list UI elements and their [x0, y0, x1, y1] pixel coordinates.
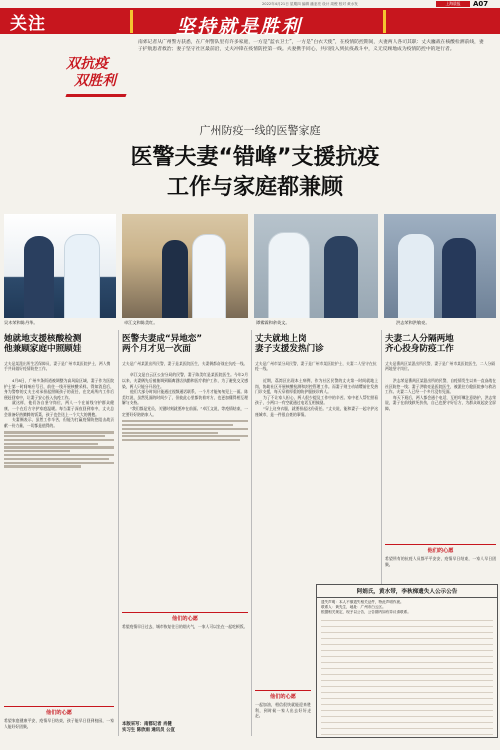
photo-figure-officer	[324, 236, 358, 318]
article-1-para: 夫妻俩表示，虽然工作辛苦，但能为打赢疫情防控阻击战贡献一份力量，一切都是值得的。	[4, 417, 114, 428]
article-1-title-1: 她就地支援核酸检测	[4, 334, 82, 344]
photo-couple-1	[4, 214, 116, 318]
article-2	[122, 334, 248, 443]
article-3-lede: 丈夫是广州市某分局民警，妻子是广州市某医院护士，夫妻二人坚守在抗疫一线。	[255, 360, 377, 372]
article-1-para: 4月8日，广州多条街道被调整为高风险区域，妻子作为医院护士第一时间响应号召，前往一线开展核酸采样。得知消息后，身为警察的丈夫主动承担起照顾孩子的责任，在完成所内工作后便赶回家中，让妻子安心投入抗疫工作。	[4, 378, 114, 400]
edition-badge: 上海晨报	[436, 1, 470, 7]
article-2-wish-box	[122, 612, 248, 630]
article-1	[4, 334, 114, 469]
series-intro: 南郊记者从广州警方获悉，在广州警队里有许多家庭，一方是“蓝衣卫士”，一方是“白衣天使”，在疫情防控期间，夫妻两人各司其职：丈夫鏖战在核酸检测前线，妻子护航患者救治；妻子坚守社区最前沿，丈夫冲锋在疫情防控第一线。夫妻携手同心，共同投入到抗疫战斗中，义无反顾地成为疫情防控中的逆行者。	[138, 40, 484, 53]
article-2-wish-title: 他们的心愿	[122, 612, 248, 622]
article-4-wish-text: 希望所有的抗疫人员都平平安安，疫情早日结束，一家人早日团聚。	[385, 556, 496, 567]
headline-line-2: 工作与家庭都兼顾	[166, 175, 343, 200]
photo-figure-officer	[442, 238, 476, 318]
photo-couple-4	[384, 214, 496, 318]
banner-slogan: 坚持就是胜利	[176, 16, 303, 38]
credits	[122, 722, 248, 734]
article-3-wish-box	[255, 690, 311, 719]
article-2-para: 他们大部分时间只能通过视频通话联系，一个月才能匆匆见上一面。陈美红说，虽然见面的时间少了，但彼此心里都装着对方，也更加懂得相互理解与支持。	[122, 389, 248, 406]
photo-figure-officer	[162, 240, 188, 318]
photo-figure-medic	[398, 234, 434, 318]
article-1-lede: 丈夫是某派出所生活保障员，妻子是广州市某医院护士，两人携手共同做好疫情防控工作。	[4, 360, 111, 372]
article-1-wish-box	[4, 706, 114, 729]
kicker: 广州防疫一线的医警家庭	[199, 124, 321, 137]
article-2-title-2: 两个月才见一次面	[122, 344, 191, 355]
series-logo-line2: 双胜利	[74, 73, 116, 89]
article-3-para: 为了不让家人担心，两人很少提及工作中的辛苦。家中老人帮忙照看孩子，小两口一有空就通过电话互相鼓励。	[255, 394, 378, 406]
column-divider	[251, 330, 252, 736]
credits-line-2: 实习生 陈欣雨 通讯员 公宣	[122, 728, 175, 733]
article-4-para: 每天下班后，两人都会通个电话，互相叮嘱注意防护。洪志荣说，妻子在前线救死扶伤，自己也要守好后方，为群众筑起安全屏障。	[385, 394, 496, 411]
article-3-title-2: 妻子支援发热门诊	[255, 344, 324, 355]
article-3	[255, 334, 378, 417]
column-divider	[118, 330, 119, 736]
article-1-title-2: 他兼顾家庭中照顾娃	[4, 344, 82, 355]
article-2-para: 卓江文是白云区公安分局的民警，妻子陈美红是某医院医生。今年2月以来，夫妻俩先后被抽调到隔离酒店执勤和医疗救护工作，为了避免交叉感染，两人只能分开居住。	[122, 372, 248, 389]
headline-line-1: 医警夫妻“错峰”支援抗疫	[130, 145, 380, 170]
notice-line: 遗失声明：本人不慎遗失相关证件，特此声明作废。	[321, 600, 404, 604]
banner-stripe	[130, 10, 386, 33]
article-4-title-2: 齐心投身防疫工作	[385, 344, 454, 355]
article-4-wish-box	[385, 544, 496, 567]
article-4-title-1: 夫妻二人分隔两地	[385, 334, 454, 344]
series-logo-line1: 双抗疫	[66, 56, 108, 72]
article-2-para: “我们都是党员，关键时刻就要冲在前面。”卓江文说，等疫情结束，一定要好好陪陪家人。	[122, 405, 248, 417]
photo-figure-medic	[64, 234, 100, 318]
article-3-wish-title: 他们的心愿	[255, 690, 311, 700]
article-4-wish-title: 他们的心愿	[385, 544, 496, 554]
section-label: 关注	[10, 14, 46, 34]
photo-couple-2	[122, 214, 248, 318]
article-2-text-block	[122, 420, 248, 441]
notice-fine-print	[321, 616, 493, 735]
series-logo-accent	[65, 94, 126, 97]
page-number: A07	[473, 0, 489, 8]
notice-line: 根据相关规定，现予以公告，公告期内如有异议请联系。	[321, 610, 411, 614]
date-line: 2022年4月21日 星期四 编辑 潘亚亮 设计 周俊 校对 黄水发	[262, 1, 358, 6]
article-1-para: 就这样，他们各自坚守岗位，两人一个在前线守护群众健康，一个在后方守护家庭温暖。每当妻子深夜回到家中，丈夫总会准备好热腾腾的饭菜，孩子也会送上一个大大的拥抱。	[4, 400, 114, 417]
photo-figure-medic	[268, 232, 310, 318]
series-logo	[66, 56, 132, 114]
credits-line-1: 本版采写：南都记者 肖健	[122, 722, 172, 727]
article-4-para: 洪志荣是番禺区某派出所的民警，自疫情发生以来一直奋战在社区防控一线；妻子洪敏亮是医院医生，被派往方舱医院参与救治工作。夫妻二人已经一个多月没有见面。	[385, 378, 496, 395]
article-2-lede: 丈夫是广州某派出所民警，妻子是某医院医生，夫妻俩都奋战在抗疫一线。	[122, 360, 248, 366]
article-3-wish-text: 一起加油，相信很快就能迎来胜利，到时候一家人出去好好走走。	[255, 702, 311, 719]
photo-figure-officer	[24, 236, 54, 318]
article-3-title-1: 丈夫就地上岗	[255, 334, 307, 344]
photo-couple-3	[254, 214, 378, 318]
photo-caption-3: 谭雾霖和余英文。	[256, 320, 290, 325]
photo-caption-2: 卓江文和陈美红。	[124, 320, 158, 325]
article-4	[385, 334, 496, 412]
notice-line: 联系人：黄先生，地址：广州市白云区。	[321, 605, 386, 609]
article-1-wish-text: 希望家庭健康平安，疫情早日结束，孩子能早日回到校园，一家人能好好团聚。	[4, 718, 114, 729]
photo-figure-medic	[192, 234, 226, 318]
article-2-title-1: 医警夫妻成“异地恋”	[122, 334, 203, 344]
article-1-text-block	[4, 431, 114, 467]
article-3-para: “穿上这身衣服，就要担起这份责任。”丈夫说，能和妻子一起守护这座城市，是一件很自豪的事情。	[255, 405, 378, 417]
article-3-para: 近期，荔湾区出现本土病例，作为社区民警的丈夫第一时间就地上岗，协助社区开展核酸检测和封控管理工作。而妻子则主动请缨前往发热门诊支援，每天穿着厚重的防护服接诊病人。	[255, 378, 378, 395]
photo-caption-4: 洪志荣和洪敏亮。	[396, 320, 430, 325]
public-notice	[316, 584, 498, 738]
article-2-wish-text: 希望疫情早日过去，城市恢复往日的烟火气，一家人可以坐在一起吃顿饭。	[122, 624, 248, 629]
article-4-lede: 丈夫是番禺区某派出所民警，妻子是广州市某医院医生，二人分隔两地坚守岗位。	[385, 360, 496, 372]
public-notice-title: 阿娟氏，黄水带，李秋梯遗失人公示公告	[317, 585, 497, 598]
photo-caption-1: 吴木荣和陈丹华。	[4, 320, 38, 325]
article-1-wish-title: 他们的心愿	[4, 706, 114, 716]
